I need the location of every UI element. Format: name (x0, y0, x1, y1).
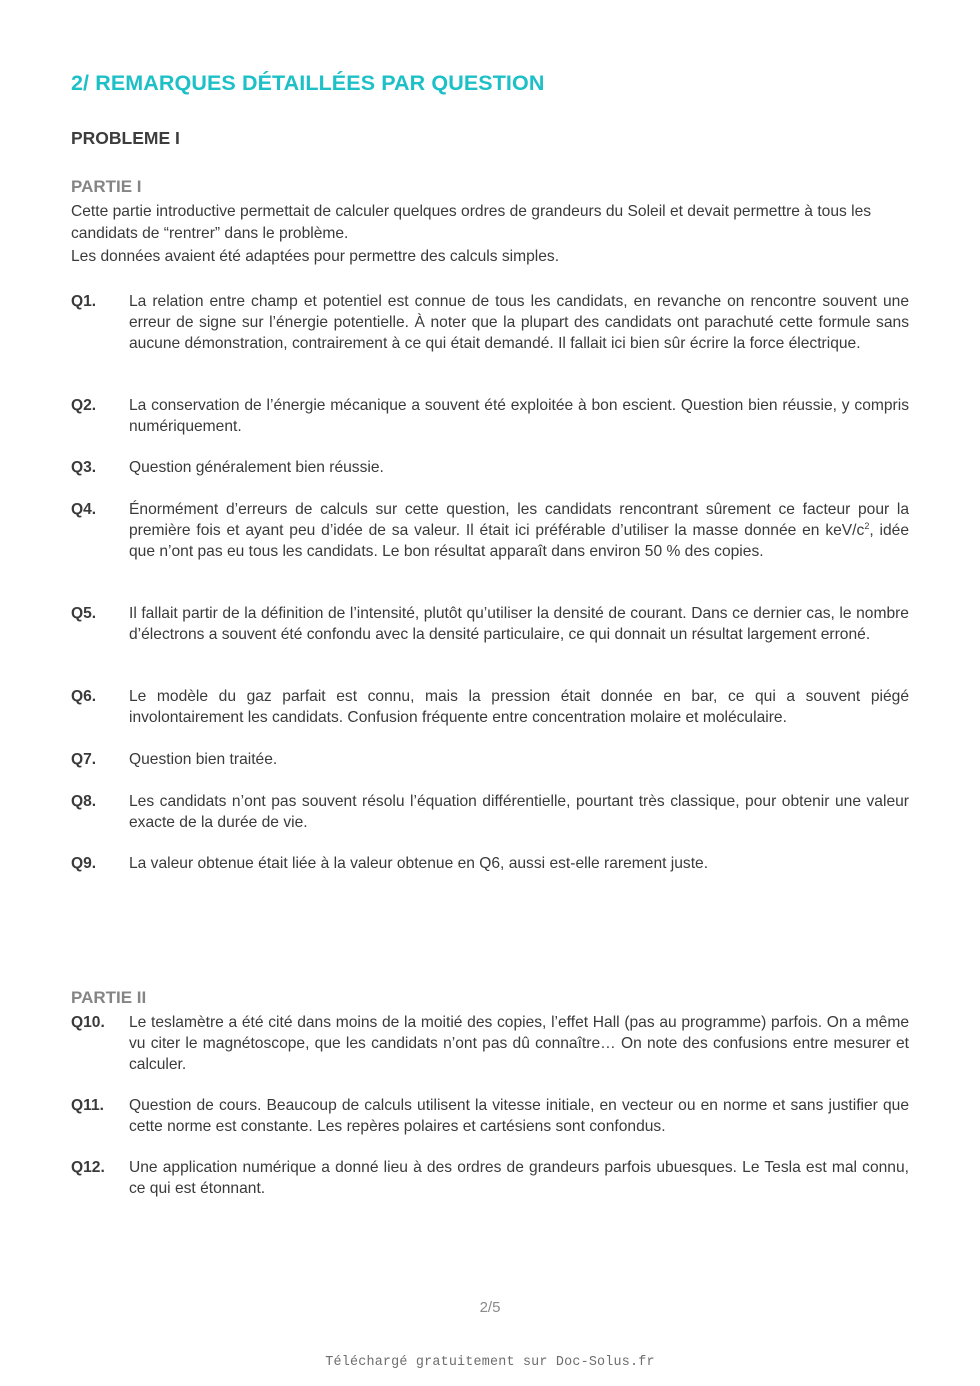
question-q11 (71, 1096, 909, 1138)
download-footer: Téléchargé gratuitement sur Doc-Solus.fr (325, 1355, 655, 1370)
question-label: Q5. (71, 605, 97, 622)
question-q9 (71, 854, 909, 875)
question-label: Q4. (71, 501, 97, 518)
question-comment: Les candidats n’ont pas souvent résolu l’équation différentielle, pourtant très classique, pour obtenir une valeur exacte de la durée de vie. (129, 793, 909, 831)
question-comment: Il fallait partir de la définition de l’intensité, plutôt qu’utiliser la densité de courant. Dans ce dernier cas, le nombre d’électrons a souvent été confondu avec la densité particulaire, ce qui donnait un résultat largement erroné. (129, 605, 909, 643)
question-q6 (71, 687, 909, 729)
intro-paragraph: Les données avaient été adaptées pour permettre des calculs simples. (71, 247, 560, 265)
question-comment: Le teslamètre a été cité dans moins de la moitié des copies, l’effet Hall (pas au programme) parfois. On a même vu citer le magnétoscope, que les candidats n’ont pas dû connaître… On note des confusions entre mesurer et calculer. (129, 1014, 909, 1073)
question-label: Q2. (71, 397, 97, 414)
question-comment: La conservation de l’énergie mécanique a souvent été exploitée à bon escient. Question bien réussie, y compris numériquement. (129, 397, 909, 435)
question-label: Q12. (71, 1159, 105, 1176)
part-2-title: PARTIE II (71, 988, 147, 1007)
question-comment: La valeur obtenue était liée à la valeur obtenue en Q6, aussi est-elle rarement juste. (129, 855, 709, 872)
question-comment: Question généralement bien réussie. (129, 459, 384, 476)
question-q2 (71, 396, 909, 438)
question-q4 (71, 500, 909, 562)
page-number: 2/5 (479, 1299, 501, 1316)
question-comment: Une application numérique a donné lieu à des ordres de grandeurs parfois ubuesques. Le Tesla est mal connu, ce qui est étonnant. (129, 1159, 909, 1197)
question-q10 (71, 1013, 909, 1075)
question-comment: Le modèle du gaz parfait est connu, mais la pression était donnée en bar, ce qui a souvent piégé involontairement les candidats. Confusion fréquente entre concentration molaire et moléculaire. (129, 688, 909, 726)
problem-title: PROBLEME I (71, 128, 180, 148)
section-title: 2/ REMARQUES DÉTAILLÉES PAR QUESTION (71, 71, 545, 95)
intro-paragraph: Cette partie introductive permettait de calculer quelques ordres de grandeurs du Soleil et devait permettre à tous les candidats de “rentrer” dans le problème. (71, 203, 872, 243)
question-label: Q8. (71, 793, 97, 810)
question-label: Q3. (71, 459, 97, 476)
question-label: Q10. (71, 1014, 105, 1031)
question-label: Q6. (71, 688, 97, 705)
superscript: 2 (864, 520, 870, 531)
question-q8 (71, 792, 909, 834)
question-q1 (71, 292, 909, 354)
question-q12 (71, 1158, 909, 1200)
question-comment: La relation entre champ et potentiel est connue de tous les candidats, en revanche on rencontre souvent une erreur de signe sur l’énergie potentielle. À noter que la plupart des candidats ont parachuté cette formule sans aucune démonstration, contrairement à ce qui était demandé. Il fallait ici bien sûr écrire la force électrique. (129, 293, 909, 352)
question-label: Q1. (71, 293, 97, 310)
question-label: Q11. (71, 1097, 104, 1114)
question-label: Q9. (71, 855, 97, 872)
question-q7 (71, 750, 909, 771)
question-label: Q7. (71, 751, 97, 768)
part-1-title: PARTIE I (71, 177, 142, 196)
question-comment: Question bien traitée. (129, 751, 278, 768)
part-1-intro (71, 201, 909, 268)
question-q3 (71, 458, 909, 479)
question-comment: Énormément d’erreurs de calculs sur cette question, les candidats rencontrant sûrement ce facteur pour la première fois et ayant peu d’idée de sa valeur. Il était ici préférable d’utiliser la masse donnée en keV/$c^2$, idée que n’ont pas eu tous les candidats. Le bon résultat apparaît dans environ 50 % des copies. (129, 501, 909, 560)
question-comment: Question de cours. Beaucoup de calculs utilisent la vitesse initiale, en vecteur ou en norme et sans justifier que cette norme est constante. Les repères polaires et cartésiens sont confondus. (129, 1097, 909, 1135)
question-q5 (71, 604, 909, 646)
